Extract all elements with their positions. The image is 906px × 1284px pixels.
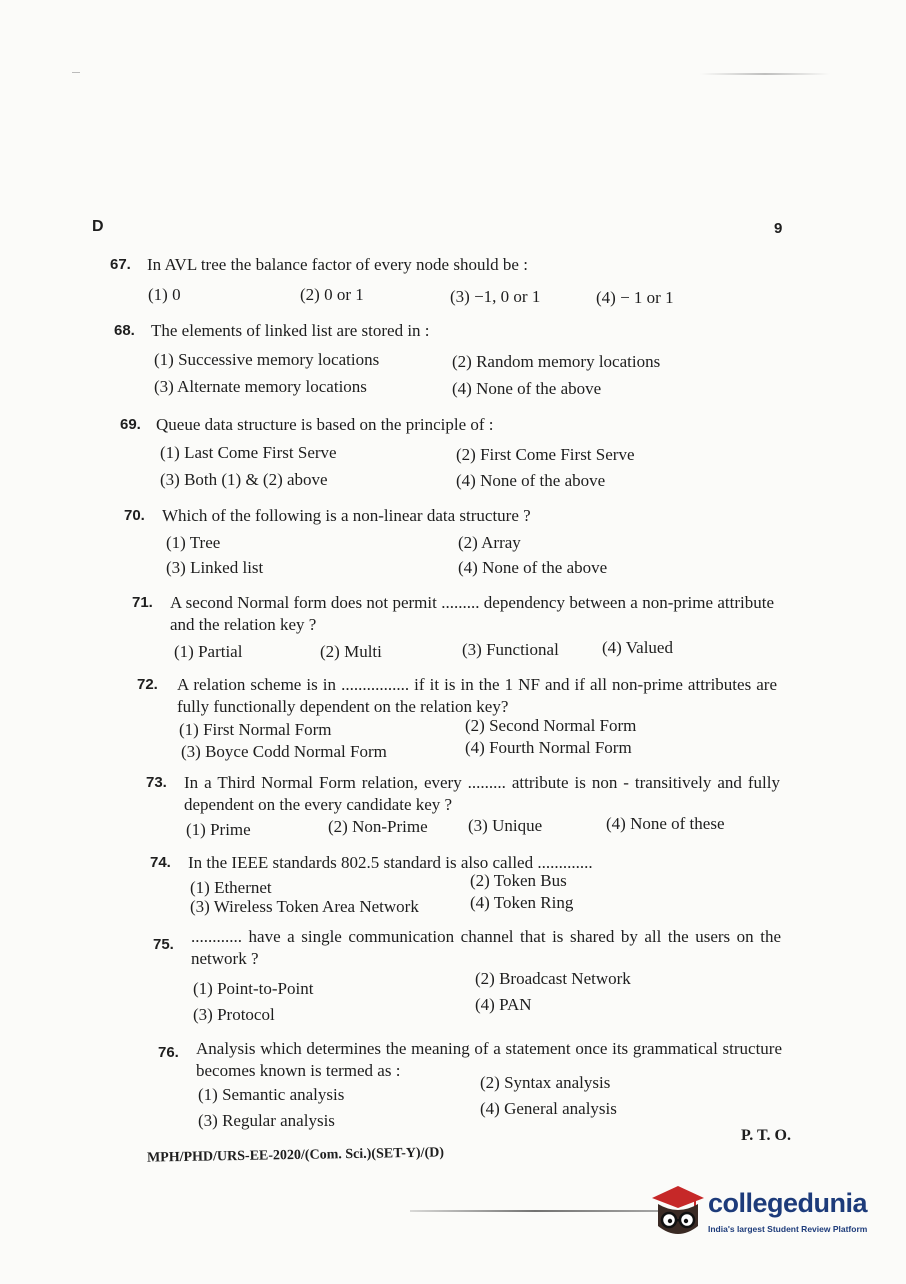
question-67 [110, 254, 730, 310]
option: (1) 0 [148, 285, 181, 304]
option: (3) Boyce Codd Normal Form [181, 742, 387, 761]
question-number: 73. [146, 774, 167, 791]
page-turn-over: P. T. O. [741, 1127, 791, 1144]
option: (4) General analysis [480, 1099, 617, 1118]
option: (4) None of the above [458, 558, 608, 577]
option: (3) Unique [468, 816, 543, 835]
logo-wordmark: collegedunia [708, 1188, 868, 1218]
question-text: In a Third Normal Form relation, every ......... attribute is non - transitively and fully dependent on the every candidate key ? [184, 773, 780, 814]
question-number: 74. [150, 854, 171, 871]
option: (3) Wireless Token Area Network [190, 897, 419, 916]
page-number: 9 [774, 220, 783, 237]
option: (1) Tree [166, 533, 221, 552]
question-text: In AVL tree the balance factor of every node should be : [147, 255, 528, 274]
question-number: 71. [132, 594, 153, 611]
option: (4) None of these [606, 814, 725, 833]
option: (4) Valued [602, 638, 673, 657]
option: (1) Last Come First Serve [160, 443, 337, 462]
set-letter: D [92, 218, 104, 235]
question-76 [158, 1038, 788, 1133]
question-number: 76. [158, 1044, 179, 1061]
question-number: 69. [120, 416, 141, 433]
option: (1) Point-to-Point [193, 979, 314, 998]
question-68 [114, 320, 734, 400]
question-74 [150, 852, 790, 922]
question-number: 75. [153, 936, 174, 953]
option: (4) None of the above [456, 471, 606, 490]
option: (1) Ethernet [190, 878, 272, 897]
option: (4) Fourth Normal Form [465, 738, 632, 757]
option: (1) Prime [186, 820, 251, 839]
option: (4) − 1 or 1 [596, 288, 674, 307]
option: (3) Regular analysis [198, 1111, 335, 1130]
option: (1) Successive memory locations [154, 350, 380, 369]
question-number: 67. [110, 256, 131, 273]
option: (1) Semantic analysis [198, 1085, 345, 1104]
option: (2) Multi [320, 642, 382, 661]
logo-tagline: India's largest Student Review Platform [708, 1224, 868, 1234]
graduate-mascot-icon [648, 1180, 706, 1242]
question-text: Analysis which determines the meaning of a statement once its grammatical structure becomes known is termed as : [196, 1039, 782, 1080]
option: (3) Alternate memory locations [154, 377, 367, 396]
option: (2) Non-Prime [328, 817, 428, 836]
collegedunia-logo [648, 1180, 888, 1250]
option: (3) −1, 0 or 1 [450, 287, 541, 306]
question-text: In the IEEE standards 802.5 standard is also called ............. [188, 853, 593, 872]
option: (1) First Normal Form [179, 720, 332, 739]
scan-mark [72, 72, 80, 73]
question-text: The elements of linked list are stored in : [151, 321, 430, 340]
option: (3) Linked list [166, 558, 264, 577]
scan-mark [700, 73, 830, 75]
question-69 [120, 414, 740, 494]
question-75 [153, 926, 788, 1026]
question-number: 68. [114, 322, 135, 339]
question-73 [146, 772, 786, 842]
option: (3) Protocol [193, 1005, 275, 1024]
question-number: 72. [137, 676, 158, 693]
option: (2) 0 or 1 [300, 285, 364, 304]
question-72 [137, 674, 782, 764]
question-text: A second Normal form does not permit ......... dependency between a non-prime attribute and the relation key ? [170, 593, 774, 634]
option: (2) Broadcast Network [475, 969, 631, 988]
option: (4) PAN [475, 995, 532, 1014]
question-71 [132, 592, 777, 670]
option: (2) First Come First Serve [456, 445, 635, 464]
question-70 [124, 505, 744, 585]
question-text: Queue data structure is based on the principle of : [156, 415, 494, 434]
paper-code: MPH/PHD/URS-EE-2020/(Com. Sci.)(SET-Y)/(D) [146, 1145, 445, 1166]
option: (2) Token Bus [470, 871, 567, 890]
option: (3) Functional [462, 640, 559, 659]
option: (3) Both (1) & (2) above [160, 470, 328, 489]
option: (2) Array [458, 533, 521, 552]
question-text: Which of the following is a non-linear data structure ? [162, 506, 531, 525]
option: (2) Random memory locations [452, 352, 661, 371]
option: (2) Syntax analysis [480, 1073, 611, 1092]
question-text: A relation scheme is in ................ if it is in the 1 NF and if all non-prime attributes are fully functionally dependent on the relation key? [177, 675, 777, 716]
option: (4) None of the above [452, 379, 602, 398]
scan-mark [410, 1210, 660, 1212]
option: (1) Partial [174, 642, 243, 661]
option: (4) Token Ring [470, 893, 574, 912]
option: (2) Second Normal Form [465, 716, 637, 735]
question-number: 70. [124, 507, 145, 524]
question-text: ............ have a single communication channel that is shared by all the users on the network ? [191, 927, 781, 968]
